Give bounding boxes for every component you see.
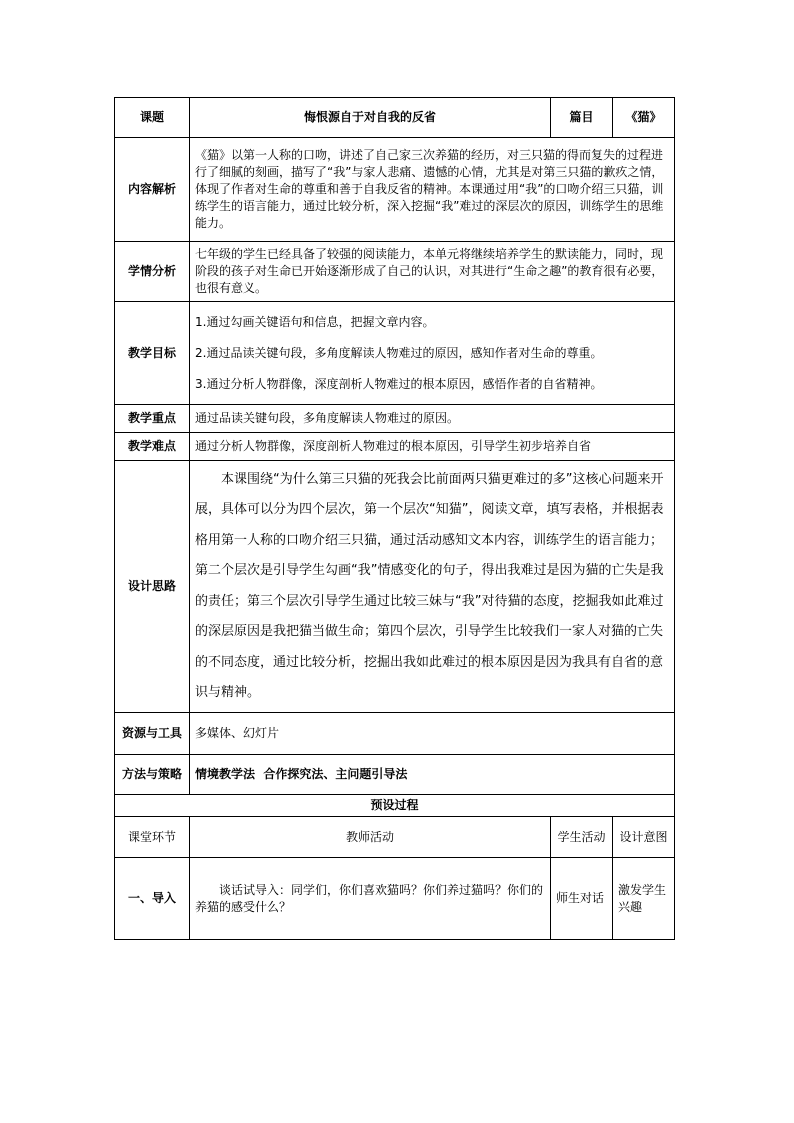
methods-label: 方法与策略	[115, 755, 190, 795]
key-point-label: 教学重点	[115, 405, 190, 433]
key-point-text: 通过品读关键句段，多角度解读人物难过的原因。	[190, 405, 675, 433]
goal-item: 1.通过勾画关键语句和信息，把握文章内容。	[195, 314, 435, 329]
content-analysis-text: 《猫》以第一人称的口吻，讲述了自己家三次养猫的经历，对三只猫的得而复失的过程进行了细腻的刻画，描写了“我”与家人悲痛、遗憾的心情，尤其是对第三只猫的歉疚之情，体现了作者对生命的尊重和善于自我反省的精神。本课通过用“我”的口吻介绍三只猫，训练学生的语言能力，通过比较分析，深入挖掘“我”难过的深层次的原因，训练学生的思维能力。	[195, 148, 664, 230]
process-title: 预设过程	[115, 795, 675, 817]
resources-row	[115, 713, 675, 755]
difficulty-label: 教学难点	[115, 433, 190, 461]
goals-label: 教学目标	[115, 302, 190, 405]
goals-row	[115, 302, 675, 405]
topic-label: 课题	[115, 98, 190, 138]
goal-item: 3.通过分析人物群像，深度剖析人物难过的根本原因，感悟作者的自省精神。	[195, 376, 603, 391]
teacher-activity-cell: 谈话试导入：同学们，你们喜欢猫吗？你们养过猫吗？你们的养猫的感受什么？	[190, 858, 551, 940]
table-row	[115, 858, 675, 940]
chapter-value: 《猫》	[613, 98, 675, 138]
design-intent-header: 设计意图	[613, 817, 675, 858]
difficulty-text: 通过分析人物群像，深度剖析人物难过的根本原因，引导学生初步培养自省	[190, 433, 675, 461]
design-intent-cell: 激发学生兴趣	[613, 858, 675, 940]
student-activity-cell: 师生对话	[551, 858, 613, 940]
key-point-row	[115, 405, 675, 433]
lesson-plan-table	[114, 97, 675, 940]
difficulty-row	[115, 433, 675, 461]
topic-value: 悔恨源自于对自我的反省	[190, 98, 551, 138]
process-title-row	[115, 795, 675, 817]
stage-cell: 一、导入	[115, 858, 190, 940]
content-analysis-label: 内容解析	[115, 138, 190, 242]
design-text: 本课围绕“为什么第三只猫的死我会比前面两只猫更难过的多”这核心问题来开展，具体可以分为四个层次，第一个层次“知猫”，阅读文章，填写表格，并根据表格用第一人称的口吻介绍三只猫，通过活动感知文本内容，训练学生的语言能力；第二个层次是引导学生勾画“我”情感变化的句子，得出我难过是因为猫的亡失是我的责任；第三个层次引导学生通过比较三妹与“我”对待猫的态度，挖掘我如此难过的深层原因是我把猫当做生命；第四个层次，引导学生比较我们一家人对猫的亡失的不同态度，通过比较分析，挖掘出我如此难过的根本原因是因为我具有自省的意识与精神。	[195, 471, 664, 700]
methods-text: 情境教学法 合作探究法、主问题引导法	[190, 755, 675, 795]
resources-text: 多媒体、幻灯片	[190, 713, 675, 755]
student-analysis-row	[115, 242, 675, 302]
resources-label: 资源与工具	[115, 713, 190, 755]
methods-row	[115, 755, 675, 795]
student-analysis-text: 七年级的学生已经具备了较强的阅读能力，本单元将继续培养学生的默读能力，同时，现阶段的孩子对生命已开始逐渐形成了自己的认识，对其进行“生命之趣”的教育很有必要，也很有意义。	[195, 247, 664, 295]
design-label: 设计思路	[115, 461, 190, 713]
topic-row	[115, 98, 675, 138]
stage-header: 课堂环节	[115, 817, 190, 858]
teacher-activity-header: 教师活动	[190, 817, 551, 858]
student-analysis-label: 学情分析	[115, 242, 190, 302]
chapter-label: 篇目	[551, 98, 613, 138]
process-header-row	[115, 817, 675, 858]
content-analysis-row	[115, 138, 675, 242]
design-row	[115, 461, 675, 713]
student-activity-header: 学生活动	[551, 817, 613, 858]
goal-item: 2.通过品读关键句段，多角度解读人物难过的原因，感知作者对生命的尊重。	[195, 345, 603, 360]
